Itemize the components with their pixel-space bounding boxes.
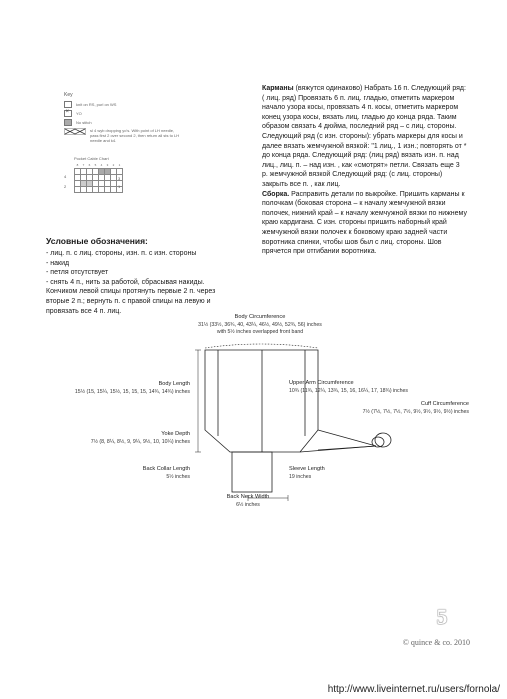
- upper-arm-values: 10¾ (11¾, 12¼, 13¾, 15, 16, 16¼, 17, 18¾) inches: [289, 388, 409, 394]
- page-number: 5: [436, 604, 448, 629]
- chart-col-number: 3: [106, 163, 109, 167]
- source-url: http://www.liveinternet.ru/users/fornola/: [327, 684, 500, 695]
- key-item-label: sl 4 wyb dropping yo's. With point of LH needle, pass first 2 over second 2, then return all sts to LH needle and k4.: [90, 128, 180, 143]
- body-circumference-note: with 5½ inches overlapped front band: [216, 329, 304, 335]
- legend-heading: Условные обозначения:: [46, 236, 148, 246]
- body-length-label: Body Length: [158, 381, 190, 387]
- body-circumference-label: Body Circumference: [234, 314, 286, 320]
- back-neck-width-label: Back Neck Width: [226, 494, 270, 500]
- chart-col-number: 1: [118, 163, 121, 167]
- legend-line: - петля отсутствует: [46, 269, 109, 277]
- assembly-title: Сборка.: [262, 190, 290, 198]
- key-title: Key: [64, 92, 73, 98]
- pockets-title: Карманы: [262, 85, 294, 92]
- pockets-text: (вяжутся одинаково) Набрать 16 п. Следующий ряд: ( лиц. ряд) Провязать 6 п. лиц. гладью, отметить маркером начало узора косы, провязать 4 п. косы, отметить маркером конец узора косы, вязать лиц. гладью до конца ряда. Таким образом связать 4 дюйма, последний ряд – с лиц. стороны. Следующий ряд (с изн. стороны): убрать маркеры для косы и далее вязать жемчужной вязкой: "1 лиц., 1 изн.; повторять от * до конца ряда. Следующий ряд: (лиц ряд) вязать изн. п. над лиц., лиц. п. – над изн. , как «смотрят» петли. Связать еще 3 р. жемчужной вязкой Следующий ряд: (с лиц. стороны) закрыть все п. , как лиц.: [262, 85, 467, 188]
- cuff-circumference-label: Cuff Circumference: [420, 401, 469, 407]
- legend-line: - лиц. п. с лиц. стороны, изн. п. с изн. стороны: [46, 250, 197, 257]
- chart-col-number: 5: [94, 163, 97, 167]
- assembly-text: Расправить детали по выкройке. Пришить карманы к полочкам (боковая сторона – к началу жемчужной вязки полочек, нижний край – к началу жемчужной вязки по нижнему краю кардигана. С изн. стороны пришить наборный край жемчужной вязки полочек к боковому краю задней части воротника спинки, чтобы шов был с лиц. стороны. Шов прячется при отгибании воротника.: [262, 190, 467, 256]
- chart-col-number: 6: [88, 163, 91, 167]
- key-item-label: YO: [76, 111, 82, 116]
- key-item-label: No stitch: [76, 120, 92, 125]
- legend-line: - накид: [46, 259, 70, 267]
- chart-col-number: 7: [82, 163, 85, 167]
- key-item-label: knit on RS, purl on WS: [76, 102, 117, 107]
- legend-line: - снять 4 п., нить за работой, сбрасывая накиды. Кончиком левой спицы протянуть первые 2 п. через вторые 2 п.; вернуть п. с правой спицы на левую и провязать все 4 п. лиц.: [46, 278, 216, 315]
- chart-row-number-right: 3: [118, 176, 121, 181]
- yoke-depth-values: 7½ (8, 8¼, 8½, 9, 9¼, 9½, 10, 10¼) inches: [90, 439, 190, 445]
- chart-title: Pocket Cable Chart: [74, 156, 109, 161]
- back-collar-length-label: Back Collar Length: [142, 466, 190, 472]
- yoke-depth-label: Yoke Depth: [161, 431, 190, 437]
- chart-col-number: 8: [76, 163, 79, 167]
- chart-col-number: 4: [100, 163, 103, 167]
- sleeve-length-label: Sleeve Length: [289, 466, 325, 472]
- body-circumference-values: 31½ (33½, 36¾, 40, 43¼, 46½, 49½, 52¾, 56) inches: [198, 322, 322, 328]
- upper-arm-label: Upper Arm Circumference: [289, 380, 354, 386]
- back-neck-width-values: 6½ inches: [236, 502, 260, 508]
- copyright: © quince & co. 2010: [402, 638, 470, 647]
- body-length-values: 15½ (15, 15¼, 15½, 15, 15, 15, 14¾, 14¾) inches: [74, 389, 190, 395]
- chart-col-number: 2: [112, 163, 115, 167]
- back-collar-length-values: 5½ inches: [166, 474, 190, 480]
- chart-row-number-left: 2: [64, 184, 67, 189]
- chart-row-number-left: 4: [64, 174, 67, 179]
- sleeve-length-values: 19 inches: [289, 474, 312, 480]
- chart-row-number-right: 1: [118, 184, 121, 189]
- cuff-circumference-values: 7½ (7½, 7½, 7½, 7½, 9½, 9½, 9½, 9½) inches: [362, 409, 469, 415]
